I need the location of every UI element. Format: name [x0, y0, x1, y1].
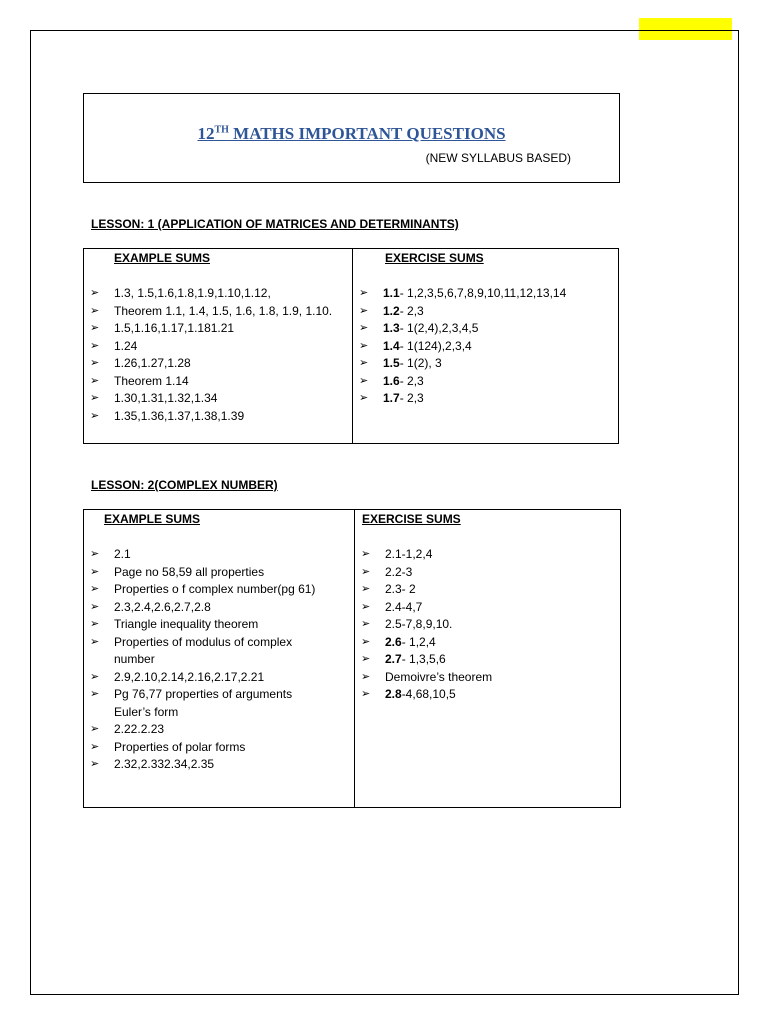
list-item [359, 373, 614, 391]
list-item [90, 408, 348, 426]
arrow-bullet-icon: ➢ [361, 670, 371, 683]
arrow-bullet-icon: ➢ [361, 618, 371, 630]
arrow-bullet-icon: ➢ [90, 600, 100, 613]
list-item-continuation: Euler’s form [114, 704, 179, 719]
list-item-text: 2.2-3 [385, 564, 413, 579]
list-item-text: Demoivre’s theorem [385, 669, 493, 684]
list-item [90, 320, 348, 338]
list-item-text: 1.30,1.31,1.32,1.34 [114, 391, 218, 405]
arrow-bullet-icon: ➢ [359, 392, 369, 404]
lesson-2-table [83, 509, 621, 808]
arrow-bullet-icon: ➢ [359, 339, 369, 352]
arrow-bullet-icon: ➢ [90, 409, 100, 422]
arrow-bullet-icon: ➢ [90, 565, 100, 578]
exercise-number: 2.8 [385, 687, 402, 701]
lesson-1-example-list [90, 285, 348, 425]
list-item [90, 721, 350, 739]
list-item-text: Properties o f complex number(pg 61) [114, 582, 316, 596]
arrow-bullet-icon: ➢ [90, 723, 100, 735]
list-item-text: - 1,2,4 [401, 634, 436, 649]
list-item-text: 2.22.2.23 [114, 722, 165, 736]
list-item [361, 564, 616, 582]
lesson-1-exercise-column [352, 249, 618, 443]
list-item-text: 2.1 [114, 547, 131, 561]
exercise-number: 1.2 [383, 303, 400, 318]
arrow-bullet-icon: ➢ [90, 670, 100, 683]
arrow-bullet-icon: ➢ [361, 635, 371, 648]
list-item [90, 616, 350, 634]
arrow-bullet-icon: ➢ [90, 357, 100, 369]
list-item-text: 1.35,1.36,1.37,1.38,1.39 [114, 408, 245, 423]
list-item-text: 1.5,1.16,1.17,1.181.21 [114, 321, 235, 335]
list-item-text: 1.3, 1.5,1.6,1.8,1.9,1.10,1.12, [114, 286, 271, 300]
list-item-text: 2.5-7,8,9,10. [385, 617, 453, 631]
list-item-text: - 1,2,3,5,6,7,8,9,10,11,12,13,14 [399, 286, 567, 300]
list-item-text: 1.24 [114, 338, 138, 353]
arrow-bullet-icon: ➢ [90, 392, 100, 404]
list-item-text: Pg 76,77 properties of arguments [114, 687, 293, 701]
arrow-bullet-icon: ➢ [361, 583, 371, 595]
list-item [361, 546, 616, 564]
list-item [90, 355, 348, 373]
arrow-bullet-icon: ➢ [359, 322, 369, 334]
list-item-text: 2.3- 2 [385, 582, 416, 596]
list-item [90, 303, 348, 321]
list-item [361, 634, 616, 652]
lesson-2-exercise-list [361, 546, 616, 704]
arrow-bullet-icon: ➢ [361, 548, 371, 560]
list-item-text: - 1(2), 3 [399, 356, 442, 370]
list-item [90, 599, 350, 617]
arrow-bullet-icon: ➢ [361, 688, 371, 700]
list-item [359, 320, 614, 338]
exercise-number: 2.6 [385, 634, 402, 649]
list-item [90, 739, 350, 757]
exercise-number: 2.7 [385, 652, 402, 666]
list-item-text: - 2,3 [399, 391, 424, 405]
list-item-text: 1.26,1.27,1.28 [114, 356, 191, 370]
list-item [90, 338, 348, 356]
lesson-1-exercise-list [359, 285, 614, 408]
list-item [90, 669, 350, 687]
list-item [90, 373, 348, 391]
list-item-text: Page no 58,59 all properties [114, 564, 265, 579]
list-item [90, 756, 350, 774]
list-item [359, 390, 614, 408]
list-item-continuation: number [114, 652, 155, 666]
exercise-number: 1.7 [383, 391, 400, 405]
list-item [359, 285, 614, 303]
list-item-text: 2.3,2.4,2.6,2.7,2.8 [114, 599, 211, 614]
list-item-text: 2.32,2.332.34,2.35 [114, 757, 215, 771]
arrow-bullet-icon: ➢ [90, 322, 100, 334]
list-item [90, 546, 350, 564]
lesson-2-example-list [90, 546, 350, 774]
list-item-text: Theorem 1.14 [114, 373, 189, 388]
list-item-text: -4,68,10,5 [401, 687, 456, 701]
lesson-1-example-header: EXAMPLE SUMS [114, 251, 211, 265]
lesson-2-exercise-column [354, 510, 620, 807]
title-box [83, 93, 620, 183]
exercise-number: 1.6 [383, 373, 400, 388]
lesson-1-exercise-header: EXERCISE SUMS [385, 251, 484, 265]
list-item-text: 2.1-1,2,4 [385, 547, 433, 561]
list-item [90, 564, 350, 582]
list-item-text: Properties of polar forms [114, 739, 246, 754]
list-item-text: 2.9,2.10,2.14,2.16,2.17,2.21 [114, 669, 265, 684]
arrow-bullet-icon: ➢ [361, 653, 371, 665]
arrow-bullet-icon: ➢ [90, 287, 100, 299]
exercise-number: 1.4 [383, 338, 400, 353]
arrow-bullet-icon: ➢ [359, 357, 369, 369]
exercise-number: 1.1 [383, 286, 400, 300]
list-item-text: - 2,3 [399, 303, 424, 318]
exercise-number: 1.5 [383, 356, 400, 370]
list-item [361, 669, 616, 687]
list-item-text: - 1,3,5,6 [401, 652, 446, 666]
list-item [90, 581, 350, 599]
list-item [90, 285, 348, 303]
page-title: 12TH MATHS IMPORTANT QUESTIONS [197, 124, 506, 143]
arrow-bullet-icon: ➢ [90, 618, 100, 630]
page-subtitle: (NEW SYLLABUS BASED) [425, 151, 571, 165]
list-item [361, 651, 616, 669]
list-item [359, 303, 614, 321]
exercise-number: 1.3 [383, 321, 400, 335]
list-item-text: - 1(124),2,3,4 [399, 338, 472, 353]
list-item [90, 390, 348, 408]
lesson-1-example-column [84, 249, 352, 443]
arrow-bullet-icon: ➢ [90, 304, 100, 317]
list-item [361, 616, 616, 634]
list-item-text: Theorem 1.1, 1.4, 1.5, 1.6, 1.8, 1.9, 1.10. [114, 303, 333, 318]
arrow-bullet-icon: ➢ [359, 304, 369, 317]
arrow-bullet-icon: ➢ [359, 374, 369, 387]
arrow-bullet-icon: ➢ [90, 339, 100, 352]
arrow-bullet-icon: ➢ [359, 287, 369, 299]
list-item [361, 599, 616, 617]
lesson-1-table [83, 248, 619, 444]
lesson-1-heading: LESSON: 1 (APPLICATION OF MATRICES AND DETERMINANTS) [91, 217, 459, 231]
list-item [90, 634, 350, 669]
arrow-bullet-icon: ➢ [361, 600, 371, 613]
list-item-text: - 2,3 [399, 373, 424, 388]
list-item-text: Triangle inequality theorem [114, 617, 259, 631]
arrow-bullet-icon: ➢ [90, 374, 100, 387]
list-item-text: - 1(2,4),2,3,4,5 [399, 321, 479, 335]
arrow-bullet-icon: ➢ [90, 740, 100, 753]
list-item-text: Properties of modulus of complex [114, 634, 293, 649]
list-item [90, 686, 350, 721]
list-item [361, 686, 616, 704]
lesson-2-exercise-header: EXERCISE SUMS [362, 512, 461, 526]
arrow-bullet-icon: ➢ [90, 548, 100, 560]
list-item-text: 2.4-4,7 [385, 599, 423, 614]
lesson-2-heading: LESSON: 2(COMPLEX NUMBER) [91, 478, 278, 492]
lesson-2-example-header: EXAMPLE SUMS [104, 512, 201, 526]
list-item [359, 355, 614, 373]
arrow-bullet-icon: ➢ [90, 688, 100, 700]
list-item [359, 338, 614, 356]
arrow-bullet-icon: ➢ [90, 635, 100, 648]
list-item [361, 581, 616, 599]
arrow-bullet-icon: ➢ [90, 583, 100, 595]
lesson-2-example-column [84, 510, 354, 807]
arrow-bullet-icon: ➢ [90, 758, 100, 770]
arrow-bullet-icon: ➢ [361, 565, 371, 578]
